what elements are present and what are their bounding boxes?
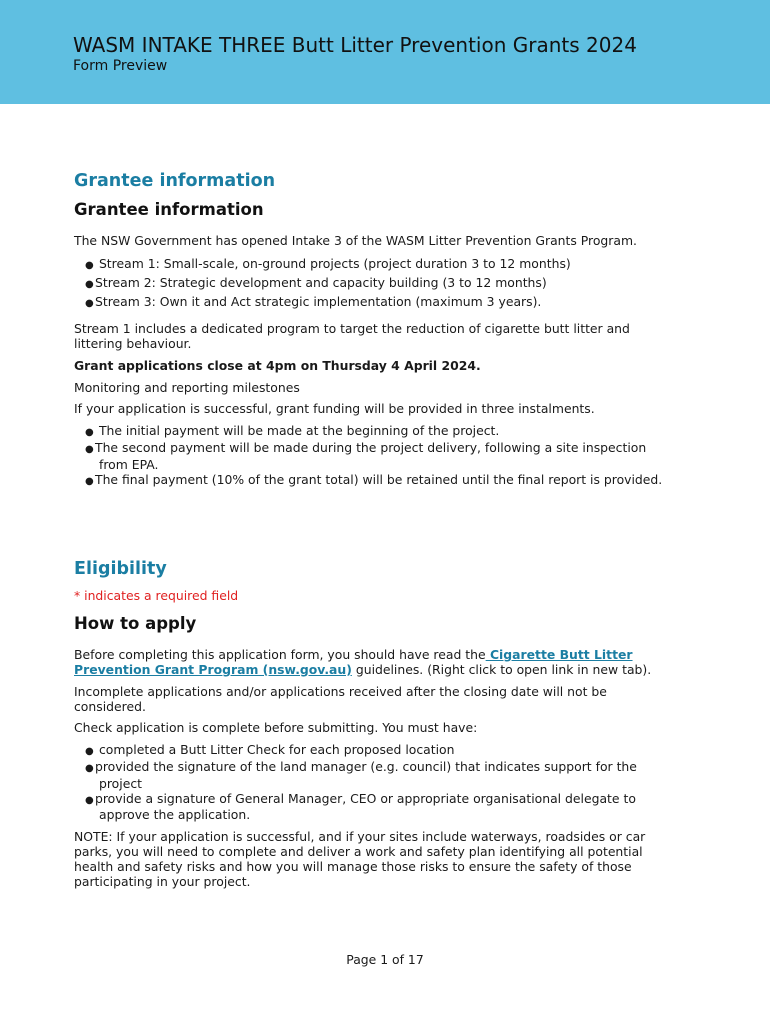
apply-instructions: Before completing this application form, you should have read the Cigarette Butt Litter Prevention Grant Program (nsw.gov.au) guidelines. (Right click to open link in new tab). xyxy=(74,647,652,677)
guidelines-link[interactable]: Cigarette Butt Litter Prevention Grant Program (nsw.gov.au) xyxy=(74,647,633,677)
form-content xyxy=(74,170,674,889)
how-to-apply-heading: How to apply xyxy=(74,614,197,634)
bullet-icon: ● xyxy=(85,259,94,271)
list-item: ●Stream 3: Own it and Act strategic implementation (maximum 3 years). xyxy=(74,295,674,312)
bullet-icon: ● xyxy=(85,443,94,455)
page-header xyxy=(0,0,770,104)
incomplete-note: Incomplete applications and/or applications received after the closing date will not be considered. xyxy=(74,683,607,714)
bullet-icon: ● xyxy=(85,279,94,291)
milestones-label: Monitoring and reporting milestones xyxy=(74,379,300,395)
form-title: WASM INTAKE THREE Butt Litter Prevention Grants 2024 xyxy=(73,33,637,57)
eligibility-section-title: Eligibility xyxy=(74,559,167,580)
check-intro: Check application is complete before submitting. You must have: xyxy=(74,720,478,736)
safety-note: NOTE: If your application is successful, and if your sites include waterways, roadsides or car parks, you will need to complete and deliver a work and safety plan identifying all potential health and safety risks and how you will manage those risks to ensure the safety of those participating in your project. xyxy=(74,829,646,889)
form-subtitle: Form Preview xyxy=(73,58,168,74)
grantee-intro: The NSW Government has opened Intake 3 of the WASM Litter Prevention Grants Program. xyxy=(74,233,637,248)
list-item: ●The final payment (10% of the grant total) will be retained until the final report is provided. xyxy=(74,473,674,490)
list-item: ●provide a signature of General Manager, CEO or appropriate organisational delegate to approve the application. xyxy=(85,790,636,823)
bullet-icon: ● xyxy=(85,427,94,439)
instalment-list xyxy=(74,424,674,489)
list-item: ●The second payment will be made during the project delivery, following a site inspection from EPA. xyxy=(85,439,647,472)
grantee-section-title: Grantee information xyxy=(74,171,276,191)
closing-date: Grant applications close at 4pm on Thursday 4 April 2024. xyxy=(74,357,481,373)
bullet-icon: ● xyxy=(85,298,94,310)
checklist xyxy=(74,743,674,823)
stream1-note: Stream 1 includes a dedicated program to target the reduction of cigarette butt litter and littering behaviour. xyxy=(74,321,630,351)
required-field-note: * indicates a required field xyxy=(74,588,239,604)
bullet-icon: ● xyxy=(85,746,94,758)
stream-list xyxy=(74,257,674,312)
list-item: ● completed a Butt Litter Check for each proposed location xyxy=(74,743,674,760)
list-item: ● The initial payment will be made at the beginning of the project. xyxy=(74,424,674,441)
bullet-icon: ● xyxy=(85,475,94,487)
list-item: ●provided the signature of the land manager (e.g. council) that indicates support for the project xyxy=(85,758,637,791)
bullet-icon: ● xyxy=(85,794,94,806)
list-item: ●Stream 2: Strategic development and capacity building (3 to 12 months) xyxy=(74,276,674,293)
grantee-heading: Grantee information xyxy=(74,200,264,219)
instalments-intro: If your application is successful, grant funding will be provided in three instalments. xyxy=(74,401,595,417)
page-number: Page 1 of 17 xyxy=(346,952,424,967)
bullet-icon: ● xyxy=(85,762,94,774)
list-item: ● Stream 1: Small-scale, on-ground projects (project duration 3 to 12 months) xyxy=(74,257,674,274)
